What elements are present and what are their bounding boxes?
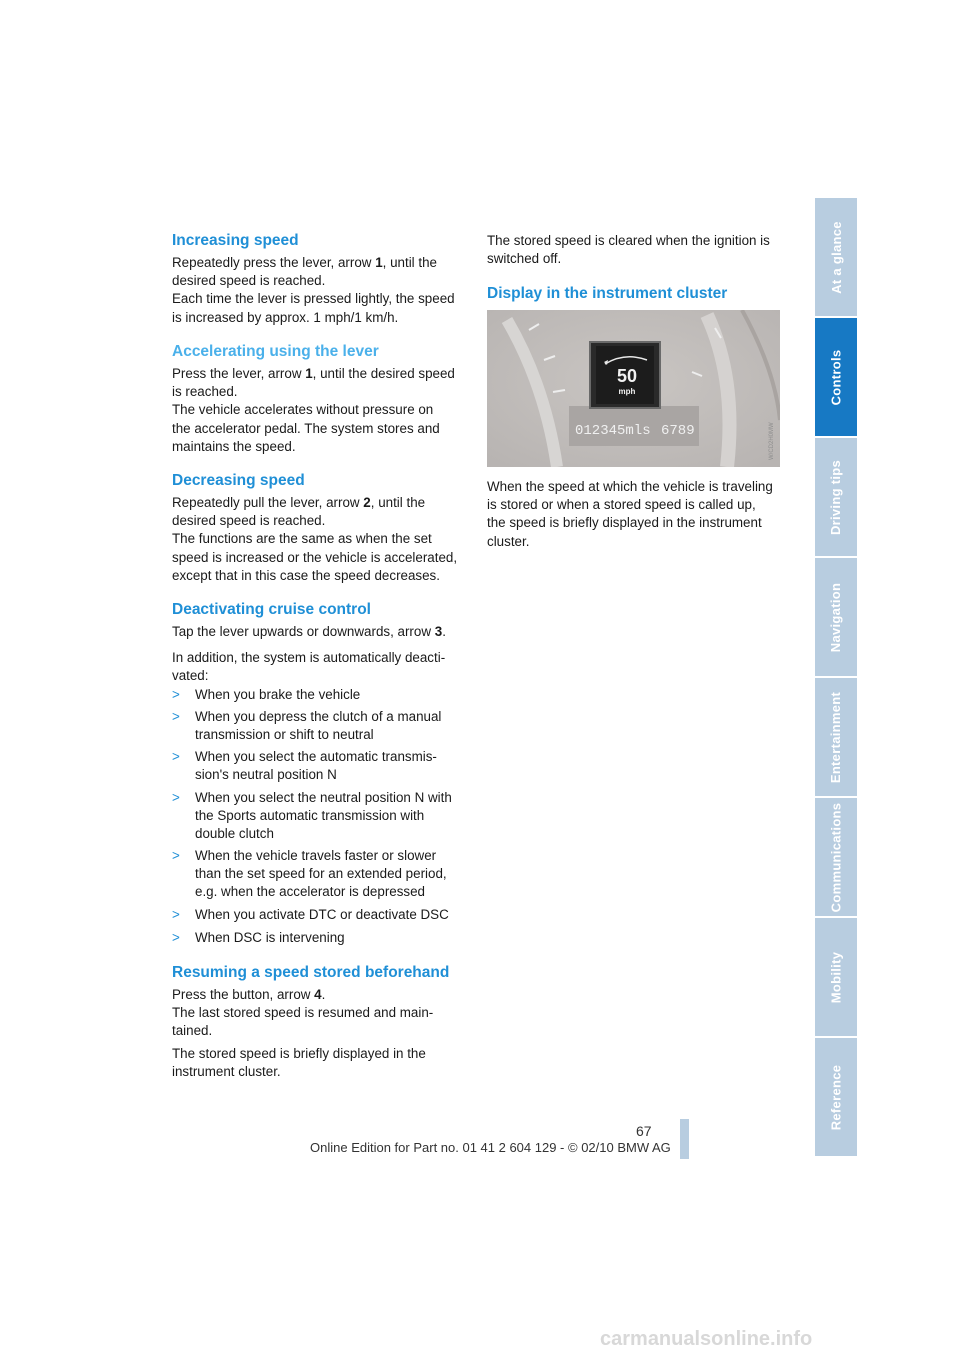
footer-bar <box>680 1119 689 1159</box>
bullet-marker: > <box>172 709 180 724</box>
tab-reference[interactable]: Reference <box>815 1038 857 1156</box>
watermark: carmanualsonline.info <box>600 1328 813 1350</box>
paragraph-display: When the speed at which the vehicle is traveling is stored or when a stored speed is called up, the speed is briefly displayed in the instrument cluster. <box>487 479 773 549</box>
odometer-readout: 012345mls <box>575 423 651 439</box>
heading-deactivating: Deactivating cruise control <box>172 601 371 618</box>
tab-mobility[interactable]: Mobility <box>815 918 857 1036</box>
heading-resuming: Resuming a speed stored beforehand <box>172 964 450 981</box>
instrument-cluster-image <box>487 310 780 467</box>
sidebar-tabs <box>815 198 857 1159</box>
tab-entertainment[interactable]: Entertainment <box>815 678 857 796</box>
tab-at-a-glance[interactable]: At a glance <box>815 198 857 316</box>
paragraph-decreasing-speed: Repeatedly pull the lever, arrow 2, until the desired speed is reached. The functions are the same as when the set speed is increased or the vehicle is accelerated, except that in this case the speed decreases. <box>172 495 458 583</box>
heading-display-instrument-cluster: Display in the instrument cluster <box>487 285 728 302</box>
heading-increasing-speed: Increasing speed <box>172 232 299 249</box>
paragraph-resuming-2: The stored speed is briefly displayed in the instrument cluster. <box>172 1046 426 1080</box>
paragraph-speed-cleared: The stored speed is cleared when the ignition is switched off. <box>487 233 770 267</box>
bullet-marker: > <box>172 907 180 922</box>
trip-readout: 6789 <box>661 423 695 439</box>
figure-code: W/CD2H0MW <box>769 422 775 460</box>
bullet-marker: > <box>172 790 180 805</box>
paragraph-resuming-1: Press the button, arrow 4. The last stored speed is resumed and main- tained. <box>172 987 434 1039</box>
page-number: 67 <box>636 1123 652 1139</box>
paragraph-deactivating-1: Tap the lever upwards or downwards, arrow 3. <box>172 624 446 639</box>
paragraph-increasing-speed: Repeatedly press the lever, arrow 1, until the desired speed is reached. Each time the lever is pressed lightly, the speed is increased by approx. 1 mph/1 km/h. <box>172 255 455 325</box>
heading-accelerating: Accelerating using the lever <box>172 343 379 360</box>
tab-driving-tips[interactable]: Driving tips <box>815 438 857 556</box>
tab-communications[interactable]: Communications <box>815 798 857 916</box>
speed-readout: 50 <box>616 366 638 386</box>
bullet-marker: > <box>172 930 180 945</box>
tab-navigation[interactable]: Navigation <box>815 558 857 676</box>
bullet-marker: > <box>172 687 180 702</box>
bullet-marker: > <box>172 749 180 764</box>
paragraph-accelerating: Press the lever, arrow 1, until the desired speed is reached. The vehicle accelerates without pressure on the accelerator pedal. The system stores and maintains the speed. <box>172 366 455 454</box>
edition-footer: Online Edition for Part no. 01 41 2 604 129 - © 02/10 BMW AG <box>310 1140 671 1155</box>
heading-decreasing-speed: Decreasing speed <box>172 472 305 489</box>
paragraph-deactivating-2: In addition, the system is automatically deacti- vated: <box>172 650 446 684</box>
speed-unit: mph <box>618 387 636 396</box>
tab-controls[interactable]: Controls <box>815 318 857 436</box>
bullet-marker: > <box>172 848 180 863</box>
